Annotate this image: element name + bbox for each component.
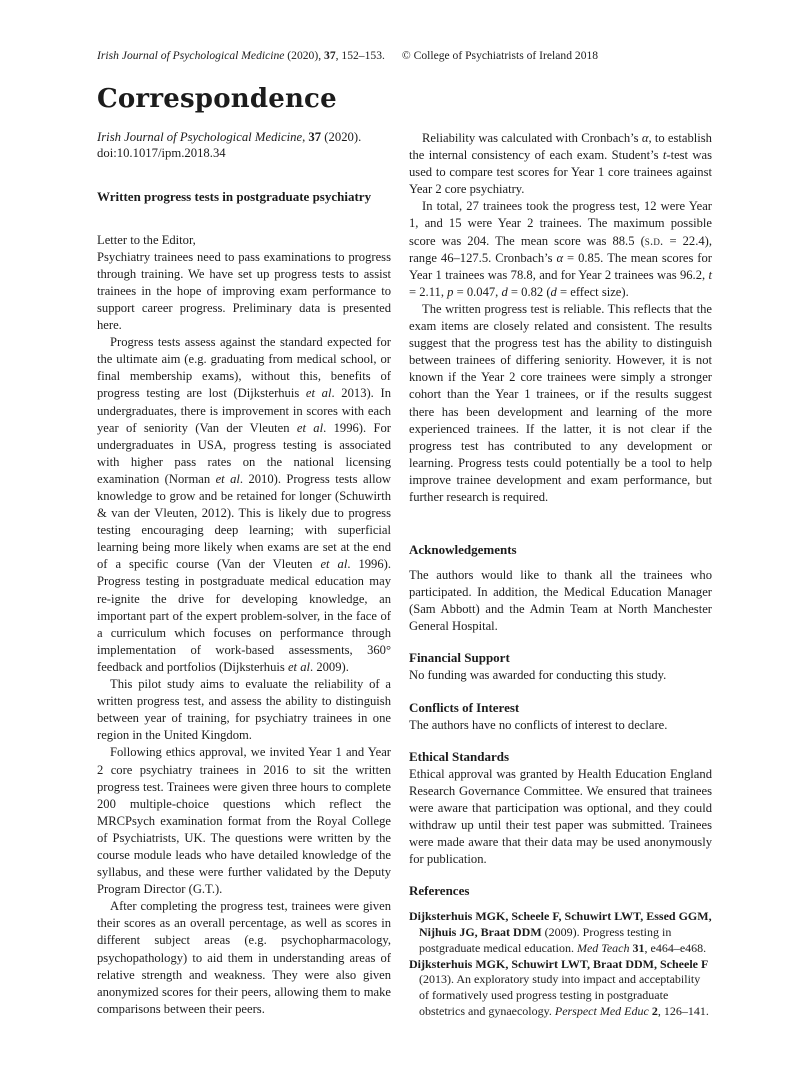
paragraph: Reliability was calculated with Cronbach’s α, to establish the internal consistency of each exam. Student’s t-test was used to compare test scores for Year 1 core trainees against Year 2 core psychiatry.: [409, 131, 712, 197]
paragraph: The authors have no conflicts of interest to declare.: [409, 717, 668, 732]
right-column: [409, 130, 712, 1020]
section-references: [409, 883, 712, 1020]
paragraph: Following ethics approval, we invited Year 1 and Year 2 core psychiatry trainees in 2016 to sit the written progress test. Trainees were given three hours to complete 200 multiple-choice questions which reflect the MRCPsych examination format from the Royal College of Psychiatrists, UK. The questions were written by the course module leads who have detailed knowledge of the syllabus, and these were further validated by the Deputy Program Director (G.T.).: [97, 745, 391, 897]
paragraph: Ethical approval was granted by Health Education England Research Governance Committee. We ensured that trainees were aware that participation was optional, and they could withdraw up until their test paper was submitted. Trainees were made aware that their data may be used anonymously for publication.: [409, 766, 712, 867]
reference-item: Dijksterhuis MGK, Schuwirt LWT, Braat DDM, Scheele F (2013). An exploratory study into impact and acceptability of formatively used progress testing in postgraduate obstetrics and gynaecology. Perspect Med Educ 2, 126–141.: [409, 956, 709, 1018]
page-title: Correspondence: [97, 84, 337, 114]
section-acknowledgements: [409, 542, 712, 635]
paragraph: Psychiatry trainees need to pass examinations to progress through training. We have set up progress tests to assist trainees in the hope of improving exam performance to support career progress. Preliminary data is presented here.: [97, 249, 391, 333]
paragraph: The written progress test is reliable. This reflects that the exam items are closely related and consistent. The results suggest that the progress test has the ability to distinguish between trainees of differing seniority. However, it is not known if the Year 2 core trainees were simply a stronger cohort than the Year 1 trainees, or if the results suggest there has been development and learning of the more experienced trainees. If the latter, it is not clear if the progress test has contributed to any development or learning. Progress tests could potentially be a tool to help improve trainee development and exam performance, but further research is required.: [409, 301, 712, 504]
section-financial-support: [409, 650, 712, 684]
reference-item: Dijksterhuis MGK, Scheele F, Schuwirt LWT, Essed GGM, Nijhuis JG, Braat DDM (2009). Progress testing in postgraduate medical education. Med Teach 31, e464–e468.: [409, 909, 712, 955]
paragraph: Progress tests assess against the standard expected for the ultimate aim (e.g. graduating from medical school, or final membership exams), without this, benefits of progress testing are lost (Dijksterhuis et al. 2013). In undergraduates, there is improvement in scores with each year of seniority (Van der Vleuten et al. 1996). For undergraduates in USA, progress testing is associated with higher pass rates on the national licensing examination (Norman et al. 2010). Progress tests allow knowledge to grow and be retained for longer (Schuwirth & van der Vleuten, 2012). This is likely due to progress testing encouraging deep learning; with superficial learning being more likely when exams are set at the end of a specific course (Van der Vleuten et al. 1996). Progress testing in postgraduate medical education may re-ignite the drive for developing knowledge, an important part of the expert problem-solver, in the face of a curriculum which focuses on performance through implementation of work-based assessments, 360° feedback and portfolios (Dijksterhuis et al. 2009).: [97, 335, 391, 674]
section-heading: References: [409, 883, 470, 899]
paragraph: In total, 27 trainees took the progress test, 12 were Year 1, and 15 were Year 2 trainees. The maximum possible score was 204. The mean score was 88.5 (s.d. = 22.4), range 46–127.5. Cronbach’s α = 0.85. The mean scores for Year 1 trainees was 78.8, and for Year 2 trainees was 96.2, t = 2.11, p = 0.047, d = 0.82 (d = effect size).: [409, 199, 712, 299]
article-heading: Written progress tests in postgraduate psychiatry: [97, 188, 372, 204]
article-citation-block: [97, 130, 391, 162]
two-column-body: [97, 130, 712, 1020]
running-head-citation: Irish Journal of Psychological Medicine (2020), 37, 152–153.: [97, 49, 385, 62]
reference-list: [409, 909, 712, 1020]
section-heading: Acknowledgements: [409, 542, 517, 558]
section-conflicts-of-interest: [409, 700, 712, 734]
paragraph: This pilot study aims to evaluate the reliability of a written progress test, and assess the ability to distinguish between year of training, for psychiatry trainees in one region in the United Kingdom.: [97, 677, 391, 743]
paragraph: No funding was awarded for conducting this study.: [409, 668, 667, 683]
article-doi: doi:10.1017/ipm.2018.34: [97, 145, 226, 160]
article-citation: Irish Journal of Psychological Medicine, 37 (2020).: [97, 130, 362, 144]
paragraph: After completing the progress test, trainees were given their scores as an overall percentage, as well as scores in different subject areas (e.g. psychopharmacology, psychopathology) to aid them in understanding areas of relative strength and weakness. They were also given anonymized scores for their peers, allowing them to make comparisons between their peers.: [97, 899, 391, 1016]
section-heading: Conflicts of Interest: [409, 699, 520, 715]
running-head: [97, 49, 712, 63]
left-column: [97, 130, 391, 1020]
section-heading: Financial Support: [409, 650, 510, 666]
section-ethical-standards: [409, 749, 712, 869]
section-heading: Ethical Standards: [409, 748, 510, 764]
copyright-notice: © College of Psychiatrists of Ireland 2018: [401, 49, 599, 62]
salutation: Letter to the Editor,: [97, 232, 196, 247]
paragraph: The authors would like to thank all the trainees who participated. In addition, the Medical Education Manager (Sam Abbott) and the Admin Team at North Manchester General Hospital.: [409, 568, 712, 634]
